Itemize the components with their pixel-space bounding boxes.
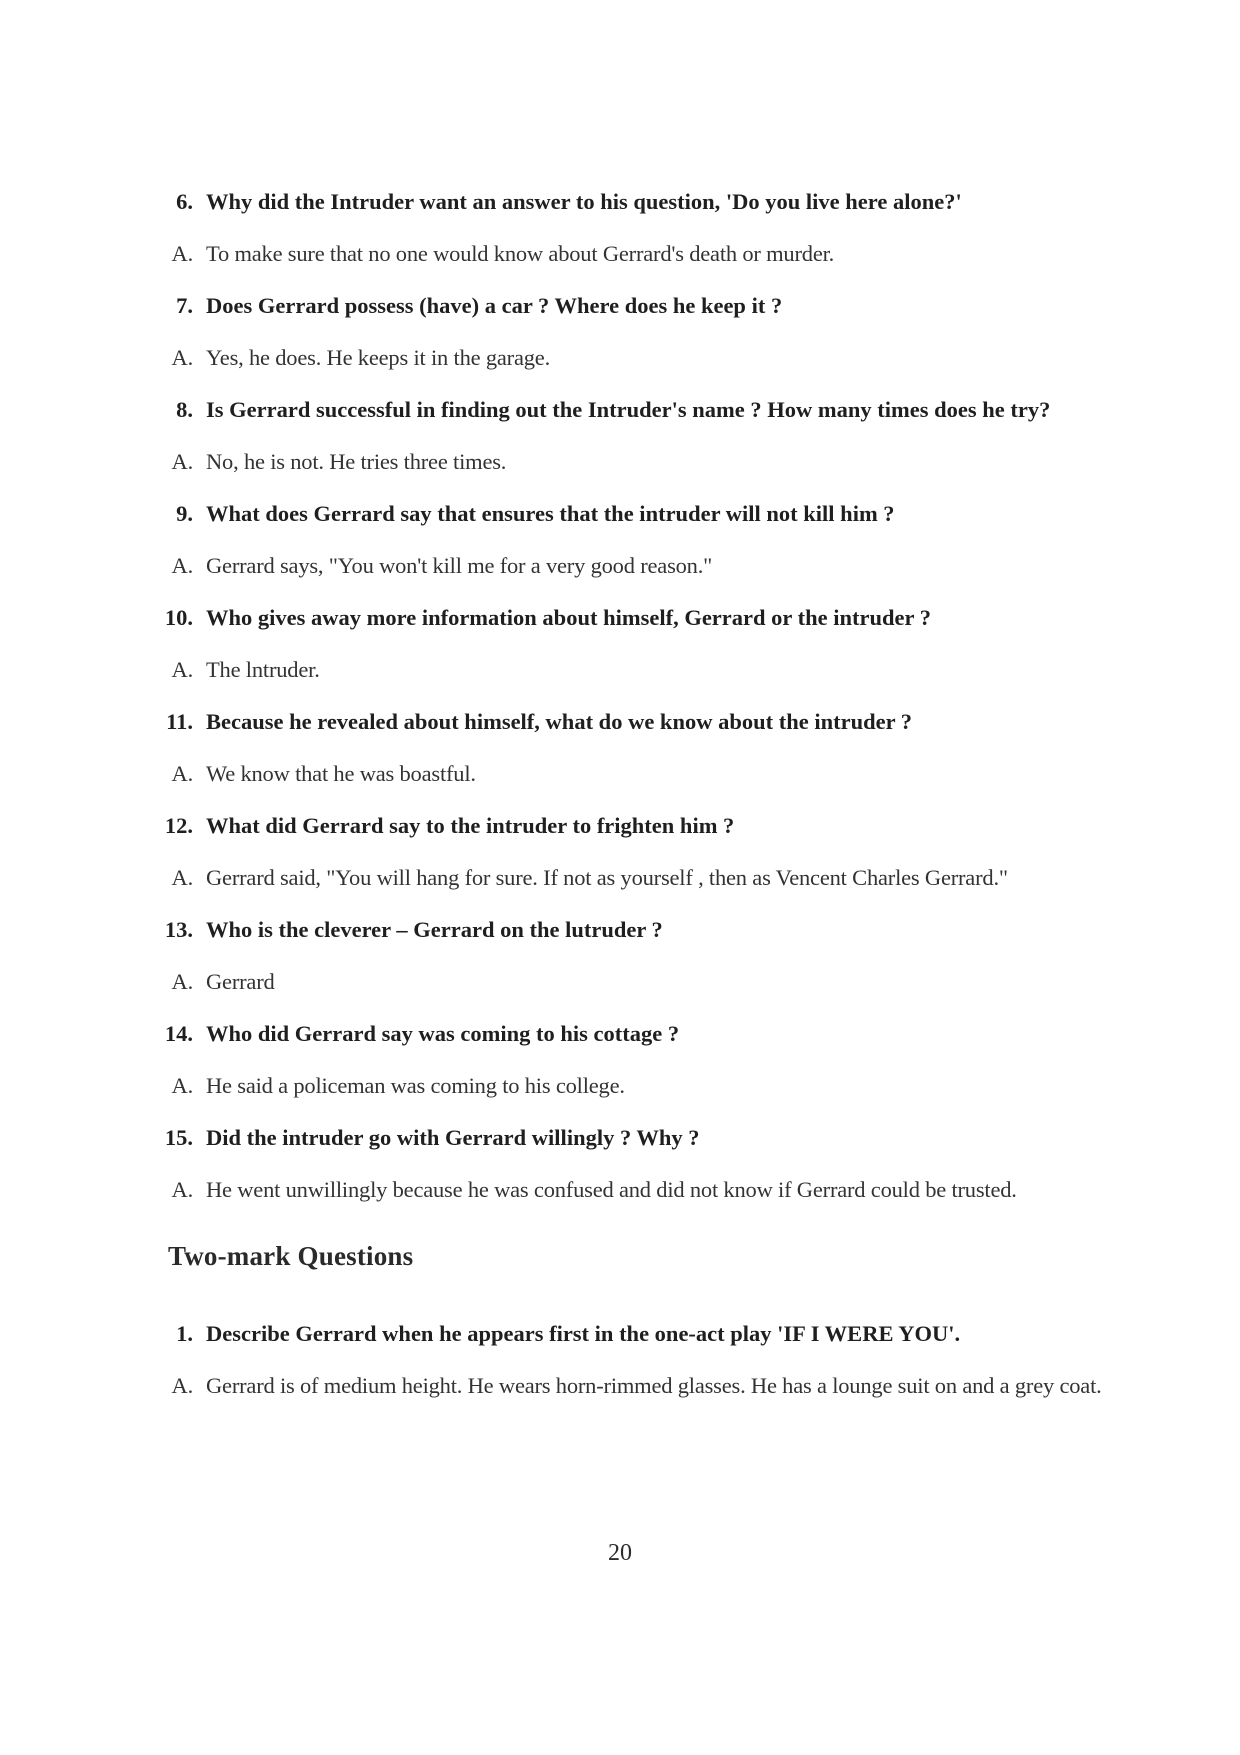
answer-text: To make sure that no one would know about Gerrard's death or murder. — [206, 241, 835, 266]
answer-text: Yes, he does. He keeps it in the garage. — [206, 345, 551, 370]
question-text: Describe Gerrard when he appears first in the one-act play 'IF I WERE YOU'. — [206, 1321, 961, 1346]
question-13 — [150, 910, 1110, 950]
answer-11 — [150, 754, 1110, 794]
page-content — [150, 182, 1110, 1406]
answer-text: The lntruder. — [206, 657, 320, 682]
answer-label: A. — [171, 1177, 193, 1202]
answer-14 — [150, 1066, 1110, 1106]
question-number: 11. — [166, 709, 193, 734]
question-text: Because he revealed about himself, what do we know about the intruder ? — [206, 709, 913, 734]
answer-text: Gerrard said, "You will hang for sure. If not as yourself , then as Vencent Charles Gerrard." — [206, 865, 1008, 890]
question-text: Why did the Intruder want an answer to his question, 'Do you live here alone?' — [206, 189, 962, 214]
answer-text: No, he is not. He tries three times. — [206, 449, 507, 474]
question-number: 13. — [164, 917, 193, 942]
question-15 — [150, 1118, 1110, 1158]
question-number: 12. — [164, 813, 193, 838]
answer-label: A. — [171, 969, 193, 994]
question-12 — [150, 806, 1110, 846]
answer-text: We know that he was boastful. — [206, 761, 476, 786]
two-mark-answer-1 — [150, 1366, 1110, 1406]
section-heading: Two-mark Questions — [168, 1241, 414, 1271]
answer-7 — [150, 338, 1110, 378]
answer-label: A. — [171, 241, 193, 266]
answer-label: A. — [171, 1073, 193, 1098]
page-number: 20 — [608, 1540, 632, 1566]
question-number: 7. — [176, 293, 193, 318]
question-text: What does Gerrard say that ensures that the intruder will not kill him ? — [206, 501, 895, 526]
question-10 — [150, 598, 1110, 638]
answer-label: A. — [171, 345, 193, 370]
answer-label: A. — [171, 761, 193, 786]
answer-text: Gerrard says, "You won't kill me for a very good reason." — [206, 553, 713, 578]
question-number: 9. — [176, 501, 193, 526]
question-number: 10. — [164, 605, 193, 630]
question-text: Did the intruder go with Gerrard willingly ? Why ? — [206, 1125, 700, 1150]
question-7 — [150, 286, 1110, 326]
answer-9 — [150, 546, 1110, 586]
one-mark-qa-list — [150, 182, 1110, 1210]
question-9 — [150, 494, 1110, 534]
question-number: 14. — [164, 1021, 193, 1046]
question-text: Who gives away more information about himself, Gerrard or the intruder ? — [206, 605, 931, 630]
answer-6 — [150, 234, 1110, 274]
answer-label: A. — [171, 865, 193, 890]
answer-text: He said a policeman was coming to his college. — [206, 1073, 625, 1098]
answer-label: A. — [171, 1373, 193, 1398]
answer-13 — [150, 962, 1110, 1002]
answer-text: Gerrard is of medium height. He wears horn-rimmed glasses. He has a lounge suit on and a grey coat. — [206, 1373, 1102, 1398]
answer-15 — [150, 1170, 1110, 1210]
question-6 — [150, 182, 1110, 222]
answer-label: A. — [171, 449, 193, 474]
question-number: 8. — [176, 397, 193, 422]
answer-8 — [150, 442, 1110, 482]
question-number: 6. — [176, 189, 193, 214]
answer-label: A. — [171, 657, 193, 682]
question-number: 15. — [164, 1125, 193, 1150]
two-mark-question-1 — [150, 1314, 1110, 1354]
question-number: 1. — [176, 1321, 193, 1346]
answer-text: Gerrard — [206, 969, 275, 994]
question-11 — [150, 702, 1110, 742]
answer-12 — [150, 858, 1110, 898]
question-text: Who is the cleverer – Gerrard on the lutruder ? — [206, 917, 663, 942]
two-mark-qa-list — [150, 1314, 1110, 1406]
question-text: What did Gerrard say to the intruder to frighten him ? — [206, 813, 735, 838]
answer-text: He went unwillingly because he was confused and did not know if Gerrard could be trusted. — [206, 1177, 1017, 1202]
question-text: Does Gerrard possess (have) a car ? Where does he keep it ? — [206, 293, 783, 318]
question-text: Is Gerrard successful in finding out the Intruder's name ? How many times does he try? — [206, 397, 1051, 422]
question-8 — [150, 390, 1110, 430]
answer-label: A. — [171, 553, 193, 578]
answer-10 — [150, 650, 1110, 690]
question-14 — [150, 1014, 1110, 1054]
question-text: Who did Gerrard say was coming to his cottage ? — [206, 1021, 680, 1046]
